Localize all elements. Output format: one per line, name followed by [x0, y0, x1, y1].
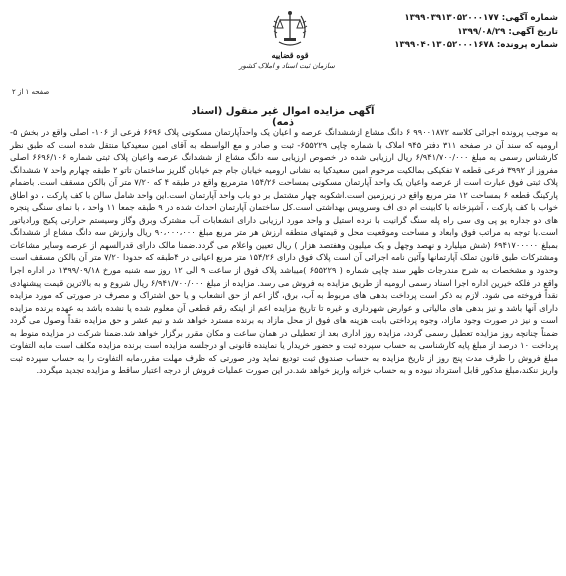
ad-metadata — [356, 12, 558, 53]
notice-body — [10, 126, 558, 377]
judiciary-emblem-icon — [270, 8, 310, 50]
ad-number: شماره آگهی: ۱۳۹۹۰۳۹۱۳۰۵۲۰۰۰۱۷۷ — [404, 13, 558, 23]
notice-paragraph: به موجب پرونده اجرائی کلاسه ۹۹۰۰۱۸۷۲ ۶ دانگ مشاع ازششدانگ عرصه و اعیان یک واحدآپارتمان مسکونی پلاک ۶۶۹۶ فرعی از ۱۰۶- اصلی واقع در بخش ۵- ارومیه که سند آن در صفحه ۳۱۱ دفتر ۹۴۵ املاک با شماره چاپی ۶۵۵۲۲۹- ثبت و صادر و مع الواسطه به آقای امین سعیدکیا منتقل شده است که طبق نظر کارشناس رسمی به مبلغ ۶/۹۴۱/۷۰۰/۰۰۰ ریال ارزیابی شده در خصوص ارزیابی سه دانگ مشاع از ششدانگ عرصه واعیان پلاک ثبتی شماره ۶۶۹۶/۱۰۶ اصلی مفروز از ۳۹۹۲ فرعی قطعه ۷ تفکیکی بمالکیت مرحوم امین سعیدکیا به نشانی ارومیه خیابان جام جم خیابان گلریز ساختمان تاتو ۲ طبقه چهارم واحد ۷ ششدانگ پلاک ثبتی فوق عبارت است از عرصه واعیان یک واحد آپارتمان مسکونی بمساحت ۱۵۴/۲۶ مترمربع واقع در طبقه ۴ که ۷/۲۰ متر آن بالکن مسقف است. باضمام پارکینگ قطعه ۶ بمساحت ۱۲ متر مربع واقع در زیرزمین است.اشکوبه چهار مشتمل بر دو باب واحد آپارتمان است.این واحد شامل سالن با کف پارکت ، دو اطاق خواب با کف پارکت ، آشپزخانه با کابینت ام دی اف وسرویس بهداشتی است.کل ساختمان آپارتمان احداث شده در ۹ طبقه جمعا ۱۱ واحد ، با نمای سنگی پنجره های دو جداره یو پی وی سی راه پله سنگ گرانیت با نرده استیل و واحد مورد ارزیابی دارای انشعابات آب مشترک وبرق وگاز وسیستم حرارتی پکیج ورادیاتور است.با توجه به مراتب فوق وابعاد و مساحت وموقعیت محل و قیمتهای منطقه ارزش هر متر مربع مبلغ ۹۰،۰۰۰،۰۰۰ ریال وارزش سه دانگ مشاع از ششدانگ بمبلغ ۶۹۴۱۷۰۰۰۰۰ (شش میلیارد و نهصد وچهل و یک میلیون وهفتصد هزار ) ریال تعیین واعلام می گردد.ضمنا مالک دارای قدرالسهم از عرصه وسایر مشاعات ومشترکات طبق قانون تملک آپارتمانها وآئین نامه اجرائی آن است پلاک فوق دارای ۱۵۴/۲۶ متر مربع اعیانی در ۴طبقه که حدودا ۷/۲۰ متر آن بالکن مسقف است وحدود و مشخصات به شرح مندرجات ظهر سند چاپی شماره ( ۶۵۵۲۲۹ )میباشد پلاک فوق از ساعت ۹ الی ۱۲ روز سه شنبه مورخ ۱۳۹۹/۰۹/۱۸ در اداره اجرا واقع در فلکه خیرین اداره اجرا اسناد رسمی ارومیه از طریق مزایده به فروش می رسد. مزایده از مبلغ ۶/۹۴۱/۷۰۰/۰۰۰ ریال شروع و به بالاترین قیمت پیشنهادی نقداً فروخته می شود. لازم به ذکر است پرداخت بدهی های مربوط به آب، برق، گاز اعم از حق انشعاب و یا حق اشتراک و مصرف در صورتی که مورد مزایده دارای آنها باشد و نیز بدهی های مالیاتی و عوارض شهرداری و غیره تا تاریخ مزایده اعم از اینکه رقم قطعی آن معلوم شده یا نشده باشد به عهده برنده مزایده است و نیز در صورت وجود مازاد، وجوه پرداختی بابت هزینه های فوق از محل مازاد به برنده مسترد خواهد شد و نیم عشر و حق مزایده نقداً وصول می گردد ضمناً چنانچه روز مزایده تعطیل رسمی گردد، مزایده روز اداری بعد از تعطیلی در همان ساعت و مکان مقرر برگزار خواهد شد.ضمنا شرکت در مزایده منوط به پرداخت ۱۰ درصد از مبلغ پایه کارشناسی به حساب سپرده ثبت و حضور خریدار یا نماینده قانونی او درجلسه مزایده است برنده مزایده مکلف است مابه التفاوت مبلغ فروش را ظرف مدت پنج روز از تاریخ مزایده به حساب صندوق ثبت تودیع نماید ودر صورتی که ظرف مهلت مقرر،مابه التفاوت را به حساب سپرده ثبت واریز ننکند،مبلغ مذکور قابل استرداد نبوده و به حساب خزانه واریز خواهد شد.در این صورت عملیات فروش از درجه اعتبار ساقط و مزایده تجدید میگردد. — [10, 127, 559, 376]
ad-date: تاریخ آگهی: ۱۳۹۹/۰۸/۲۹ — [457, 26, 558, 37]
org-name: قوه قضاییه — [271, 50, 309, 60]
page-indicator: صفحه ۱ از ۲ — [12, 88, 50, 96]
case-number: شماره پرونده: ۱۳۹۹۰۴۰۱۳۰۵۲۰۰۰۱۶۷۸ — [394, 40, 558, 50]
org-subtitle: سازمان ثبت اسناد و املاک کشور — [239, 62, 335, 70]
notice-title: آگهی مزایده اموال غیر منقول (اسناد ذمه) — [191, 106, 375, 128]
